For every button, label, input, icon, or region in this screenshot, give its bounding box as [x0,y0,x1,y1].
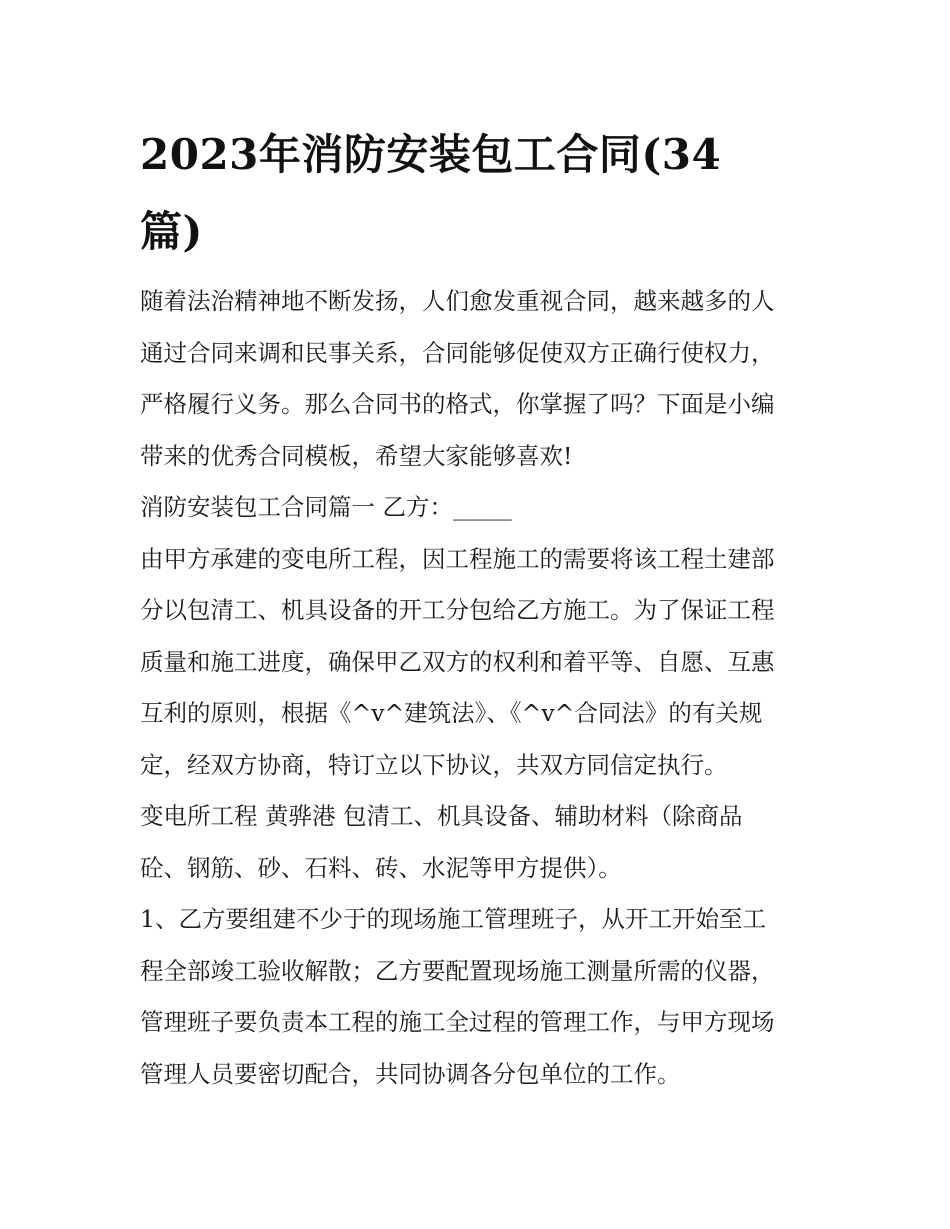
body-line: 程全部竣工验收解散；乙方要配置现场施工测量所需的仪器， [140,956,775,985]
body-line: 定，经双方协商，特订立以下协议，共双方同信定执行。 [140,750,728,779]
body-line: 互利的原则，根据《^v^建筑法》、《^v^合同法》的有关规 [140,699,763,727]
body-line: 带来的优秀合同模板，希望大家能够喜欢! [140,441,573,470]
body-line: 通过合同来调和民事关系，合同能够促使双方正确行使权力， [140,338,775,367]
title-line: 2023年消防安装包工合同(34 [140,130,722,179]
body-line: 1、乙方要组建不少于的现场施工管理班子，从开工开始至工 [140,905,766,933]
page-title [140,116,820,270]
section-heading-line: 消防安装包工合同篇一 乙方：_____ [140,493,512,521]
body-line: 变电所工程 黄骅港 包清工、机具设备、辅助材料（除商品 [140,802,743,830]
body-line: 管理人员要密切配合，共同协调各分包单位的工作。 [140,1059,681,1088]
body-line: 管理班子要负责本工程的施工全过程的管理工作，与甲方现场 [140,1008,775,1036]
body-line: 由甲方承建的变电所工程，因工程施工的需要将该工程土建部 [140,544,775,573]
document-body [140,276,840,1100]
body-line: 砼、钢筋、砂、石料、砖、水泥等甲方提供）。 [140,853,622,882]
body-line: 随着法治精神地不断发扬，人们愈发重视合同，越来越多的人 [140,287,775,315]
title-line: 篇) [140,207,203,256]
body-line: 分以包清工、机具设备的开工分包给乙方施工。为了保证工程 [140,596,775,624]
body-line: 严格履行义务。那么合同书的格式，你掌握了吗？下面是小编 [140,390,775,418]
body-line: 质量和施工进度，确保甲乙双方的权利和着平等、自愿、互惠 [140,647,775,676]
